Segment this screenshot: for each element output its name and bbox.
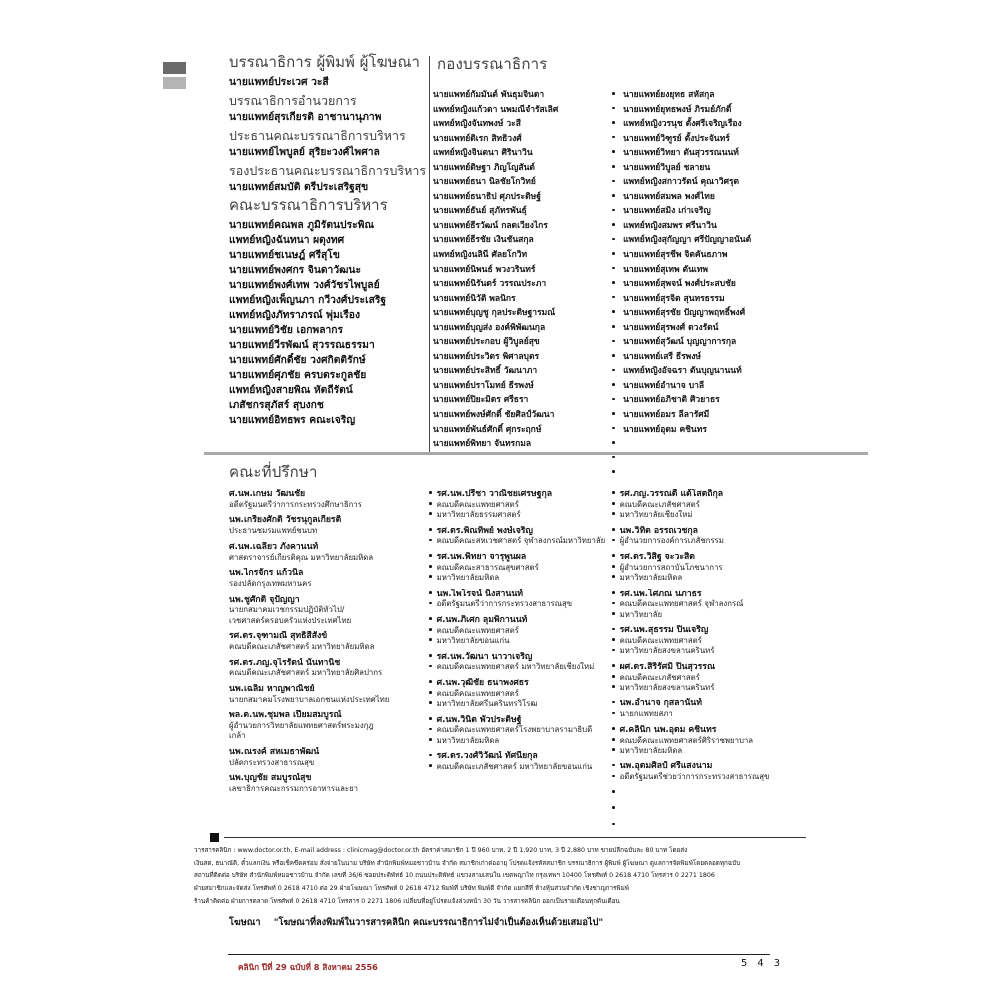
- masthead-row: [229, 233, 429, 248]
- masthead-row: [229, 368, 429, 383]
- masthead-column: [229, 52, 429, 428]
- advisor-entry: [229, 710, 425, 741]
- advisor-name: นพ.วิทิต อรรถเวชกุล: [612, 526, 798, 537]
- advisor-affiliation: อดีตรัฐมนตรีว่าการกระทรวงสาธารณสุข: [429, 599, 611, 609]
- masthead-row: [229, 75, 429, 90]
- staff-name: นายแพทย์ธันย์ สุภัทรพันธุ์: [433, 206, 527, 217]
- masthead-row: [229, 413, 429, 428]
- staff-name: นายแพทย์นิวัติ พลนิกร: [433, 293, 516, 304]
- advisor-entry: [429, 526, 611, 547]
- masthead-row: [229, 129, 429, 143]
- masthead-row: [229, 248, 429, 263]
- masthead-text: นายแพทย์พงศกร จินดาวัฒนะ: [229, 264, 361, 276]
- masthead-text: นายแพทย์พงศ์เทพ วงศ์วัชรไพบูลย์: [229, 279, 380, 291]
- staff-name: นายแพทย์ธนา นิลชัยโกวิทย์: [433, 177, 536, 188]
- staff-name: แพทย์หญิงสมพร ศรีนาวิน: [612, 219, 792, 234]
- staff-name: นายแพทย์อมร ลีลารัศมี: [612, 408, 792, 423]
- advisor-affiliation: อดีตรัฐมนตรีว่าการกระทรวงศึกษาธิการ: [229, 499, 362, 509]
- advisor-entry: [429, 751, 611, 772]
- advisor-entry: [229, 568, 425, 589]
- staff-name: นายแพทย์สุรพงศ์ ดวงรัตน์: [612, 321, 792, 336]
- masthead-text: นายแพทย์วิชัย เอกพลากร: [229, 324, 344, 336]
- advisor-affiliation: ผู้อำนวยการวิทยาลัยแพทยศาสตร์พระมงกุฎ เกล้า: [229, 721, 374, 741]
- staff-name: นายแพทย์พงษ์ศักดิ์ ชัยศิลป์วัฒนา: [433, 410, 555, 421]
- advisor-name: รศ.ดร.วงศ์วิวัฒน์ ทัศนียกุล: [429, 751, 611, 762]
- masthead-text: นายแพทย์ศุภชัย ครบตระกูลชัย: [229, 369, 367, 381]
- staff-name: นายแพทย์วิทยา ตันสุวรรณนนท์: [612, 146, 792, 161]
- masthead-row: [229, 308, 429, 323]
- advisor-entry: [229, 773, 425, 794]
- advisor-name: ศ.นพ.เกษม วัฒนชัย: [229, 489, 306, 499]
- staff-name: แพทย์หญิงอัจฉรา ตันบุญนานนท์: [612, 364, 792, 379]
- masthead-row: [229, 180, 429, 195]
- vertical-divider: [429, 56, 430, 452]
- advisor-name: ศ.นพ.วินิต พัวประดิษฐ์: [429, 715, 611, 726]
- advisor-entry: [612, 625, 798, 656]
- staff-name: [612, 466, 792, 481]
- advisor-affiliation: คณบดีคณะเภสัชศาสตร์ มหาวิทยาลัยขอนแก่น: [429, 762, 611, 772]
- advisor-name: รศ.นพ.สุธรรม ปิ่นเจริญ: [612, 625, 798, 636]
- staff-name: นายแพทย์ประกอบ ผู้วิบูลย์สุข: [433, 337, 540, 348]
- masthead-text: นายแพทย์คณพล ภูมิรัตนประพิณ: [229, 219, 374, 231]
- advisor-name: ศ.คลินิก นพ.อุดม คชินทร: [612, 725, 798, 736]
- advisor-affiliation: คณบดีคณะเภสัชศาสตร์ มหาวิทยาลัยศิลปากร: [229, 668, 383, 678]
- masthead-text: นายแพทย์อิทธพร คณะเจริญ: [229, 414, 356, 426]
- advisor-entry: [229, 631, 425, 652]
- masthead-text: เภสัชกรสุภัสร์ สุบงกช: [229, 399, 324, 411]
- advisors-header: คณะที่ปรึกษา: [229, 463, 318, 481]
- imprint-line: เงินสด, ธนาณัติ, ตั๋วแลกเงิน หรือเช็คขีดคร่อม สั่งจ่ายในนาม บริษัท สำนักพิมพ์หมอชาวบ้าน จำกัด สมาชิกเก่าต่ออายุ โปรดแจ้งรหัสสมาชิก บรรณาธิการ ผู้พิมพ์ ผู้โฆษณา ดูแลการจัดพิมพ์โดยตลอดทุกฉบับ: [194, 859, 741, 867]
- staff-column-1: [433, 88, 609, 452]
- masthead-row: [229, 278, 429, 293]
- advisor-affiliation: คณบดีคณะเภสัชศาสตร์ มหาวิทยาลัยเชียงใหม่: [612, 500, 798, 520]
- advisor-name: พล.ต.นพ.ชุมพล เปี่ยมสมบูรณ์: [229, 710, 342, 721]
- advisors-column-mid: [429, 489, 611, 778]
- section-rule: [204, 452, 868, 455]
- staff-name: นายแพทย์บุญชู กุลประดิษฐารมณ์: [433, 308, 556, 319]
- masthead-text: บรรณาธิการ ผู้พิมพ์ ผู้โฆษณา: [229, 53, 420, 71]
- advisor-entry: [229, 595, 425, 626]
- advisor-name: [612, 820, 798, 831]
- ad-disclaimer-quote: "โฆษณาที่ลงพิมพ์ในวารสารคลินิก คณะบรรณาธิการไม่จำเป็นต้องเห็นด้วยเสมอไป": [273, 917, 604, 928]
- advisor-name: รศ.ภญ.วรรณดี แต้โสตถิกุล: [612, 489, 798, 500]
- advisor-entry: [429, 678, 611, 709]
- staff-name: แพทย์หญิงจินตนา ศิรินาวิน: [433, 148, 533, 159]
- advisor-affiliation: คณบดีคณะแพทยศาสตร์โรงพยาบาลรามาธิบดี มหาวิทยาลัยมหิดล: [429, 725, 611, 745]
- advisor-name: นพ.ชูศักดิ์ จุปัญญา: [229, 594, 300, 605]
- masthead-text: แพทย์หญิงเพ็ญนภา กวีวงศ์ประเสริฐ: [229, 294, 387, 306]
- staff-name: นายแพทย์สมพล พงศ์ไทย: [612, 190, 792, 205]
- staff-name: นายแพทย์อภิชาติ ศิวยาธร: [612, 393, 792, 408]
- staff-name: แพทย์หญิงสุกัญญา ศรีปัญญาอนันต์: [612, 233, 792, 248]
- masthead-row: [229, 145, 429, 160]
- staff-name: นายแพทย์วิฑูรย์ ตั้งประจันทร์: [612, 132, 792, 147]
- advisor-affiliation: คณบดีคณะสาธารณสุขศาสตร์ มหาวิทยาลัยมหิดล: [429, 563, 611, 583]
- advisor-entry: [229, 684, 425, 705]
- staff-name: นายแพทย์นิพนธ์ พวงวรินทร์: [433, 264, 536, 275]
- advisor-entry: [229, 489, 425, 510]
- staff-name: แพทย์หญิงนลินี ศัลยโกวิท: [433, 250, 528, 261]
- staff-name: นายแพทย์ประวิตร พิศาลบุตร: [433, 351, 540, 362]
- advisor-name: รศ.นพ.พิทยา จารุพูนผล: [429, 552, 611, 563]
- advisor-affiliation: คณบดีคณะแพทยศาสตร์ มหาวิทยาลัยศรีนครินทรวิโรฒ: [429, 689, 611, 709]
- imprint-line: วารสารคลินิก : www.doctor.or.th, E-mail address : clinicmag@doctor.or.th อัตราค่าสมาชิก 1 ปี 960 บาท, 2 ปี 1,920 บาท, 3 ปี 2,880 บาท ขายปลีกฉบับละ 80 บาท โดยส่ง: [194, 847, 688, 854]
- staff-name: นายแพทย์ยุทธพงษ์ ภิรมย์ภักดิ์: [612, 103, 792, 118]
- advisor-entry: [429, 589, 611, 610]
- advisors-column-right: [612, 489, 798, 836]
- imprint-line: สถานที่ติดต่อ บริษัท สำนักพิมพ์หมอชาวบ้าน จำกัด เลขที่ 36/6 ซอยประดิพัทธ์ 10 ถนนประดิพัทธ์ แขวงสามเสนใน เขตพญาไท กรุงเทพฯ 10400 โทรศัพท์ 0 2618 4710 โทรสาร 0 2271 1806: [194, 872, 715, 880]
- staff-name: นายแพทย์สุรชัย ปัญญาพฤทธิ์พงศ์: [612, 306, 792, 321]
- staff-name: นายแพทย์ปิยะมิตร ศรีธรา: [433, 395, 529, 406]
- masthead-row: [229, 196, 429, 214]
- advisor-affiliation: คณบดีคณะแพทยศาสตร์ศิริราชพยาบาล มหาวิทยาลัยมหิดล: [612, 736, 798, 756]
- advisor-entry: [229, 542, 425, 563]
- advisor-entry: [612, 725, 798, 756]
- masthead-row: [229, 398, 429, 413]
- advisor-name: รศ.ดร.จุฑามณี สุทธิสีสังข์: [229, 631, 328, 642]
- advisor-name: รศ.นพ.โศภณ นภาธร: [612, 589, 798, 600]
- masthead-row: [229, 338, 429, 353]
- masthead-text: แพทย์หญิงฉันทนา ผดุงทศ: [229, 234, 345, 246]
- staff-name: นายแพทย์สุวัฒน์ บุญญาการกุล: [612, 335, 792, 350]
- advisor-entry: [429, 552, 611, 583]
- advisor-affiliation: คณบดีคณะแพทยศาสตร์ มหาวิทยาลัยขอนแก่น: [429, 626, 611, 646]
- advisor-name: นพ.อุดมศิลป์ ศรีแสงนาม: [612, 761, 798, 772]
- advisor-name: นพ.เกรียงศักดิ์ วัชรนุกูลเกียรติ: [229, 515, 342, 526]
- advisor-entry: [612, 698, 798, 719]
- staff-name: นายแพทย์พิทยา จันทรกมล: [433, 439, 532, 450]
- advisor-affiliation: อดีตรัฐมนตรีช่วยว่าการกระทรวงสาธารณสุข: [612, 772, 798, 782]
- advisor-affiliation: คณบดีคณะสหเวชศาสตร์ จุฬาลงกรณ์มหาวิทยาลัย: [429, 536, 611, 546]
- staff-name: นายแพทย์ประสิทธิ์ วัฒนาภา: [433, 366, 538, 377]
- staff-name: แพทย์หญิงสกาวรัตน์ คุณาวิศรุต: [612, 175, 792, 190]
- staff-name: นายแพทย์ดิเรก สิทธิวงศ์: [433, 133, 522, 144]
- advisor-affiliation: ศาสตราจารย์เกียรติคุณ มหาวิทยาลัยมหิดล: [229, 552, 374, 562]
- advisor-entry: [612, 820, 798, 831]
- advisor-name: ศ.นพ.ภิเศก ลุมพิกานนท์: [429, 615, 611, 626]
- bottom-rule: [228, 954, 770, 955]
- masthead-text: นายแพทย์ไพบูลย์ สุริยะวงศ์ไพศาล: [229, 146, 380, 158]
- staff-name: นายแพทย์สุพจน์ พงศ์ประสบชัย: [612, 277, 792, 292]
- staff-name: นายแพทย์ปราโมทย์ ธีรพงษ์: [433, 380, 534, 391]
- advisor-name: รศ.ดร.ภญ.จุไรรัตน์ นันทานิช: [229, 657, 341, 668]
- advisor-affiliation: รองปลัดกรุงเทพมหานคร: [229, 578, 312, 588]
- staff-name: นายแพทย์สมิง เก่าเจริญ: [612, 204, 792, 219]
- masthead-text: ประธานคณะบรรณาธิการบริหาร: [229, 129, 406, 143]
- masthead-text: แพทย์หญิงภัทราภรณ์ พุ่มเรือง: [229, 309, 361, 321]
- staff-column-2: [612, 88, 792, 481]
- journal-issue-line: คลินิก ปีที่ 29 ฉบับที่ 8 สิงหาคม 2556: [238, 962, 378, 972]
- corner-mark-dark: [163, 62, 186, 74]
- advisor-name: นพ.ไพโรจน์ นิงสานนท์: [429, 589, 611, 600]
- staff-name: นายแพทย์กัมมันต์ พันธุมจินดา: [433, 90, 545, 100]
- advisor-affiliation: ประธานชมรมแพทย์ชนบท: [229, 526, 318, 536]
- staff-name: นายแพทย์สุรชีพ จิตคันธภาพ: [612, 248, 792, 263]
- staff-name: นายแพทย์เสรี ธีรพงษ์: [612, 350, 792, 365]
- advisor-name: [612, 804, 798, 815]
- advisor-name: นพ.ณรงค์ สหเมธาพัฒน์: [229, 746, 320, 757]
- masthead-row: [229, 110, 429, 125]
- staff-name: นายแพทย์นิรันดร์ วรรณประภา: [433, 279, 547, 290]
- advisor-name: นพ.ไกรจักร แก้วนิล: [229, 568, 304, 579]
- masthead-text: นายแพทย์สมบัติ ตรีประเสริฐสุข: [229, 181, 369, 193]
- staff-name: นายแพทย์อุดม คชินทร: [612, 423, 792, 438]
- ad-disclaimer-label: โฆษณา: [229, 917, 261, 928]
- advisor-name: ผศ.ดร.สิริรัศมิ์ ปิ่นสุวรรณ: [612, 662, 798, 673]
- masthead-text: นายแพทย์ประเวศ วะสี: [229, 76, 329, 88]
- masthead-text: คณะบรรณาธิการบริหาร: [229, 196, 388, 214]
- advisor-entry: [429, 715, 611, 746]
- advisor-entry: [612, 489, 798, 520]
- advisor-affiliation: คณบดีคณะแพทยศาสตร์ มหาวิทยาลัยเชียงใหม่: [429, 662, 611, 672]
- imprint-line: ฝ่ายสมาชิกและจัดส่ง โทรศัพท์ 0 2618 4710 ต่อ 29 ฝ่ายโฆษณา โทรศัพท์ 0 2618 4712 พิมพ์ที่ บริษัท พิมพ์ดี จำกัด แยกสีที่ ห้างหุ้นส่วนจำกัด เชิงชาญการพิมพ์: [194, 885, 629, 893]
- advisor-affiliation: ผู้อำนวยการสถาบันโภชนาการ มหาวิทยาลัยมหิดล: [612, 563, 798, 583]
- advisor-affiliation: คณบดีคณะแพทยศาสตร์ มหาวิทยาลัยธรรมศาสตร์: [429, 500, 611, 520]
- advisor-affiliation: คณบดีคณะแพทยศาสตร์ จุฬาลงกรณ์ มหาวิทยาลัย: [612, 599, 798, 619]
- masthead-row: [229, 353, 429, 368]
- advisor-entry: [612, 662, 798, 693]
- advisor-affiliation: คณบดีคณะเภสัชศาสตร์ มหาวิทยาลัยมหิดล: [229, 641, 375, 651]
- masthead-row: [229, 383, 429, 398]
- staff-name: แพทย์หญิงจันทพงษ์ วะสี: [433, 119, 521, 130]
- advisor-name: นพ.เฉลิม หาญพาณิชย์: [229, 683, 315, 694]
- advisor-affiliation: นายกแพทยสภา: [612, 709, 798, 719]
- editorial-staff-header: กองบรรณาธิการ: [437, 55, 548, 73]
- masthead-row: [229, 323, 429, 338]
- advisor-entry: [612, 761, 798, 782]
- staff-name: แพทย์หญิงวรนุช ตั้งศรีเจริญเรือง: [612, 117, 792, 132]
- masthead-text: บรรณาธิการอำนวยการ: [229, 94, 357, 108]
- footer-square-mark: [210, 833, 219, 842]
- advisor-entry: [612, 552, 798, 583]
- advisor-affiliation: ผู้อำนวยการองค์การเภสัชกรรม: [612, 536, 798, 546]
- staff-name: นายแพทย์พันธ์ศักดิ์ ศุกระฤกษ์: [433, 424, 542, 435]
- staff-name: นายแพทย์สุเทพ ตันเทพ: [612, 263, 792, 278]
- staff-name: นายแพทย์ดิษฐา ภิญโญสันต์: [433, 162, 535, 173]
- page-number: 5 4 3: [741, 958, 784, 969]
- advisor-name: รศ.ดร.วิสิฐ จะวะสิต: [612, 552, 798, 563]
- ad-disclaimer: [229, 915, 849, 930]
- advisor-entry: [229, 658, 425, 679]
- staff-name: แพทย์หญิงแก้วตา นพมณีจำรัสเลิศ: [433, 104, 559, 115]
- advisor-name: ศ.นพ.เฉลียว ภังคานนท์: [229, 541, 319, 552]
- imprint-block: [194, 845, 808, 909]
- advisor-affiliation: นายกสมาคมโรงพยาบาลเอกชนแห่งประเทศไทย: [229, 694, 390, 704]
- advisor-name: รศ.ดร.พิณทิพย์ พงษ์เจริญ: [429, 526, 611, 537]
- footer-rule: [224, 837, 806, 838]
- advisor-entry: [429, 489, 611, 520]
- advisor-entry: [429, 652, 611, 673]
- staff-name: [612, 437, 792, 452]
- advisor-affiliation: นายกสมาคมเวชกรรมปฏิบัติทั่วไป/ เวชศาสตร์ครอบครัวแห่งประเทศไทย: [229, 605, 352, 625]
- advisor-affiliation: ปลัดกระทรวงสาธารณสุข: [229, 757, 315, 767]
- masthead-text: นายแพทย์วีรพัฒน์ สุวรรณธรรมา: [229, 339, 375, 351]
- advisor-affiliation: คณบดีคณะแพทยศาสตร์ มหาวิทยาลัยสงขลานครินทร์: [612, 636, 798, 656]
- staff-name: นายแพทย์วิบูลย์ ชลายน: [612, 161, 792, 176]
- staff-name: นายแพทย์ธนาธิป ศุภประดิษฐ์: [433, 191, 541, 202]
- advisor-affiliation: คณบดีคณะเภสัชศาสตร์ มหาวิทยาลัยสงขลานครินทร์: [612, 673, 798, 693]
- staff-name: นายแพทย์ธีรชัย เงินชันสกุล: [433, 235, 534, 246]
- advisor-name: รศ.นพ.วัฒนา นาวาเจริญ: [429, 652, 611, 663]
- masthead-row: [229, 164, 429, 178]
- advisor-entry: [229, 515, 425, 536]
- advisor-entry: [612, 804, 798, 815]
- advisor-entry: [229, 747, 425, 768]
- advisor-name: ศ.นพ.วุฒิชัย ธนาพงศธร: [429, 678, 611, 689]
- masthead-row: [229, 53, 429, 71]
- masthead-text: รองประธานคณะบรรณาธิการบริหาร: [229, 164, 427, 178]
- masthead-row: [229, 263, 429, 278]
- advisor-name: นพ.อำนาจ กุสลานันท์: [612, 698, 798, 709]
- advisor-entry: [612, 526, 798, 547]
- advisor-entry: [429, 615, 611, 646]
- advisor-name: รศ.นพ.ปรีชา วาณิชยเศรษฐกุล: [429, 489, 611, 500]
- advisor-entry: [612, 589, 798, 620]
- staff-name: นายแพทย์อำนาจ บาลี: [612, 379, 792, 394]
- staff-name: นายแพทย์สุรจิต สุนทรธรรม: [612, 292, 792, 307]
- staff-name: นายแพทย์ยงยุทธ สหัสกุล: [612, 88, 792, 103]
- staff-name: นายแพทย์บุญส่ง องค์พิพัฒนกุล: [433, 322, 546, 333]
- masthead-text: นายแพทย์สุรเกียรติ อาชานานุภาพ: [229, 111, 382, 123]
- corner-mark-light: [163, 77, 186, 89]
- masthead-text: นายแพทย์ศักดิ์ชัย วงศกิตติรักษ์: [229, 354, 366, 366]
- imprint-line: ร้านค้าติดต่อ ฝ่ายการตลาด โทรศัพท์ 0 2618 4710 โทรสาร 0 2271 1806 เปลี่ยนที่อยู่โปรดแจ้งล่วงหน้า 30 วัน วารสารคลินิก ออกเป็นรายเดือนทุกต้นเดือน: [194, 897, 620, 905]
- advisor-affiliation: เลขาธิการคณะกรรมการอาหารและยา: [229, 784, 359, 794]
- advisors-column-left: [229, 489, 425, 800]
- masthead-row: [229, 293, 429, 308]
- advisor-name: [612, 788, 798, 799]
- advisor-entry: [612, 788, 798, 799]
- masthead-row: [229, 94, 429, 108]
- masthead-row: [229, 218, 429, 233]
- masthead-text: นายแพทย์ชเนษฎ์ ศรีสุโข: [229, 249, 340, 261]
- staff-name: นายแพทย์ธีรวัฒน์ กลดเวียงไกร: [433, 220, 548, 231]
- advisor-name: นพ.บุญชัย สมบูรณ์สุข: [229, 773, 312, 784]
- masthead-text: แพทย์หญิงสายพิณ หัตถีรัตน์: [229, 384, 353, 396]
